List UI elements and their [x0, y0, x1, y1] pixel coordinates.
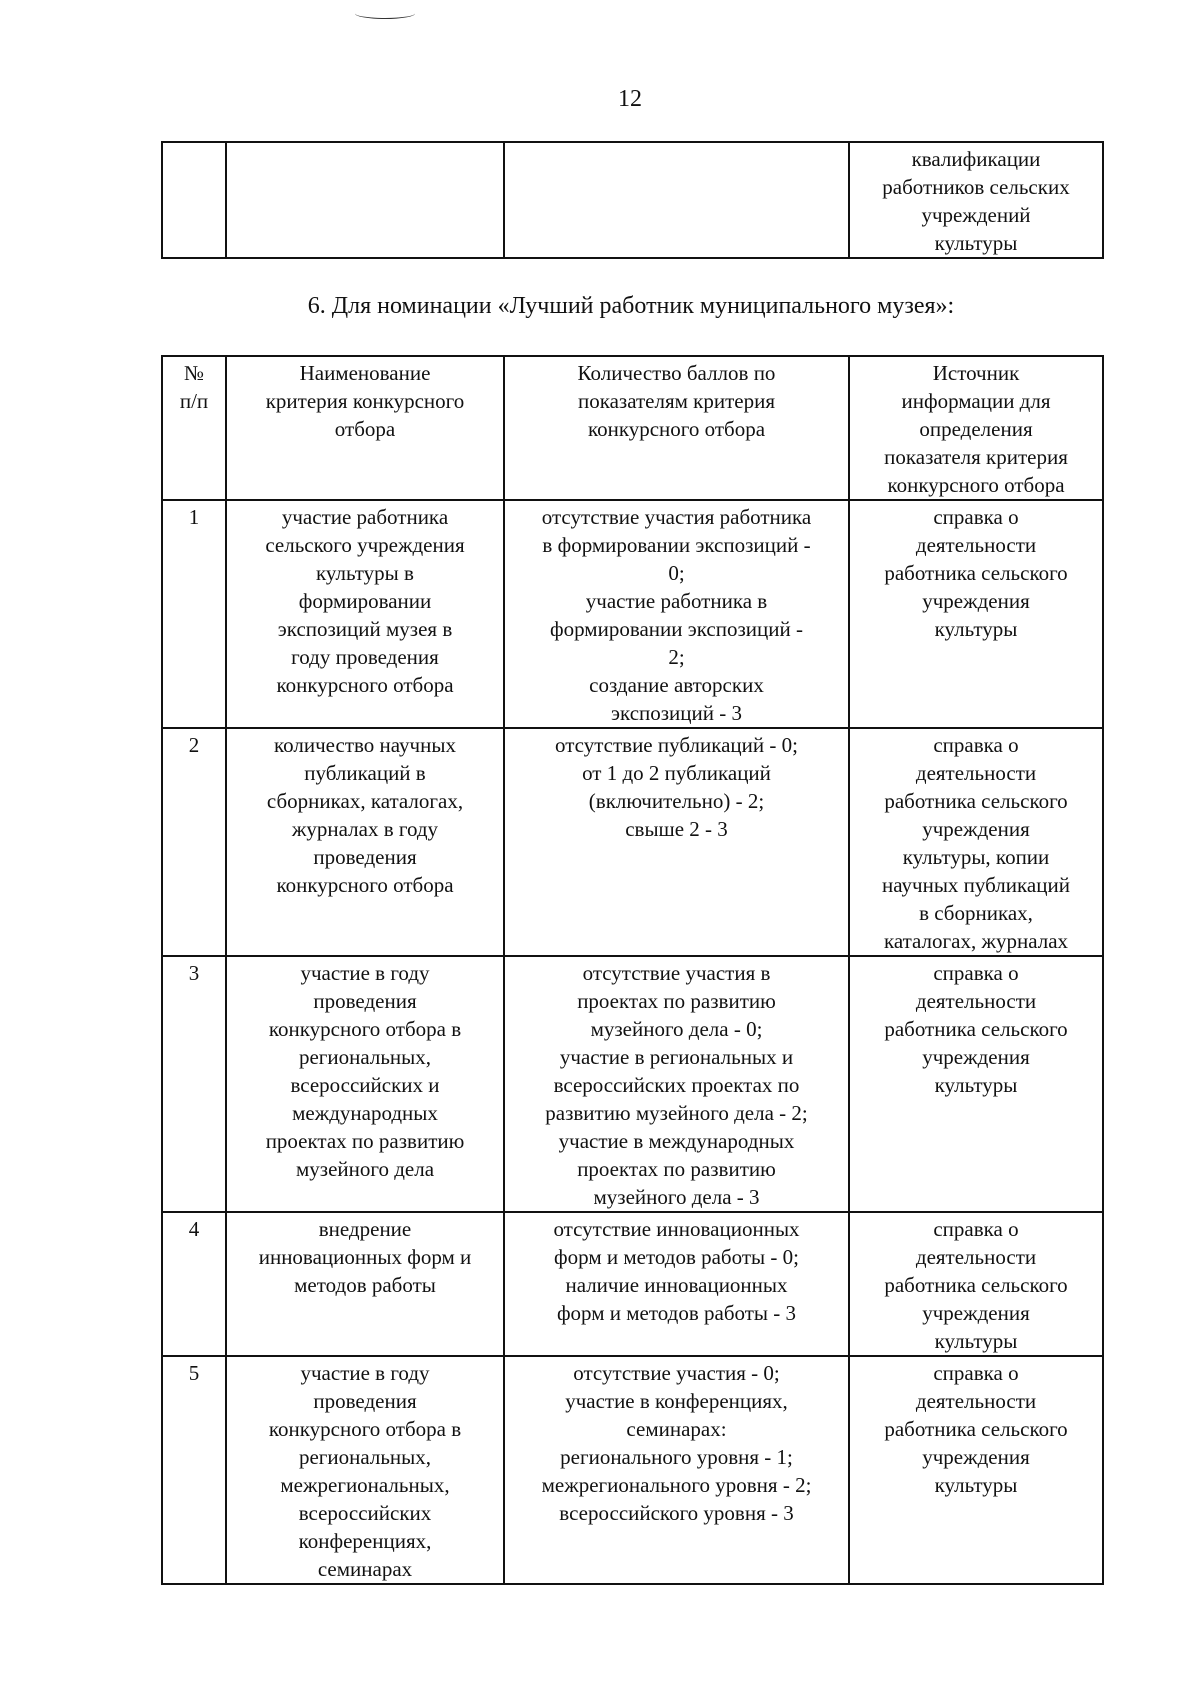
- cell-num: 4: [162, 1212, 226, 1356]
- cell-points: отсутствие инновационных форм и методов работы - 0; наличие инновационных форм и методов работы - 3: [504, 1212, 849, 1356]
- cell-source: справка о деятельности работника сельского учреждения культуры: [849, 1212, 1103, 1356]
- table-row: [162, 1356, 1103, 1584]
- cell-points: отсутствие участия в проектах по развитию музейного дела - 0; участие в региональных и всероссийских проектах по развитию музейного дела - 2; участие в международных проектах по развитию музейного дела - 3: [504, 956, 849, 1212]
- cell-criterion: участие в году проведения конкурсного отбора в региональных, межрегиональных, всероссийских конференциях, семинарах: [226, 1356, 504, 1584]
- cell-num: 3: [162, 956, 226, 1212]
- cell-num: 2: [162, 728, 226, 956]
- continuation-table: [161, 141, 1104, 259]
- cell-source: справка о деятельности работника сельского учреждения культуры: [849, 956, 1103, 1212]
- scan-mark: [355, 8, 415, 19]
- header-num: № п/п: [162, 356, 226, 500]
- header-criterion: Наименование критерия конкурсного отбора: [226, 356, 504, 500]
- cell-source: справка о деятельности работника сельского учреждения культуры, копии научных публикаций в сборниках, каталогах, журналах: [849, 728, 1103, 956]
- cell-points: отсутствие участия - 0; участие в конференциях, семинарах: регионального уровня - 1; межрегионального уровня - 2; всероссийского уровня - 3: [504, 1356, 849, 1584]
- table-row: [162, 142, 1103, 258]
- cell-criterion: [226, 142, 504, 258]
- page-number: 12: [618, 86, 642, 112]
- section-heading: 6. Для номинации «Лучший работник муниципального музея»:: [307, 293, 955, 319]
- header-row: [162, 356, 1103, 500]
- cell-criterion: участие в году проведения конкурсного отбора в региональных, всероссийских и международных проектах по развитию музейного дела: [226, 956, 504, 1212]
- cell-num: 1: [162, 500, 226, 728]
- cell-num: 5: [162, 1356, 226, 1584]
- cell-criterion: участие работника сельского учреждения культуры в формировании экспозиций музея в году проведения конкурсного отбора: [226, 500, 504, 728]
- header-points: Количество баллов по показателям критерия конкурсного отбора: [504, 356, 849, 500]
- cell-source: справка о деятельности работника сельского учреждения культуры: [849, 1356, 1103, 1584]
- cell-points: отсутствие публикаций - 0; от 1 до 2 публикаций (включительно) - 2; свыше 2 - 3: [504, 728, 849, 956]
- cell-criterion: внедрение инновационных форм и методов работы: [226, 1212, 504, 1356]
- cell-points: отсутствие участия работника в формировании экспозиций - 0; участие работника в формировании экспозиций - 2; создание авторских экспозиций - 3: [504, 500, 849, 728]
- cell-source: квалификации работников сельских учреждений культуры: [849, 142, 1103, 258]
- table-row: [162, 1212, 1103, 1356]
- cell-source: справка о деятельности работника сельского учреждения культуры: [849, 500, 1103, 728]
- table-row: [162, 500, 1103, 728]
- cell-criterion: количество научных публикаций в сборниках, каталогах, журналах в году проведения конкурсного отбора: [226, 728, 504, 956]
- table-row: [162, 956, 1103, 1212]
- header-source: Источник информации для определения показателя критерия конкурсного отбора: [849, 356, 1103, 500]
- table-row: [162, 728, 1103, 956]
- cell-num: [162, 142, 226, 258]
- criteria-table: [161, 355, 1104, 1585]
- cell-points: [504, 142, 849, 258]
